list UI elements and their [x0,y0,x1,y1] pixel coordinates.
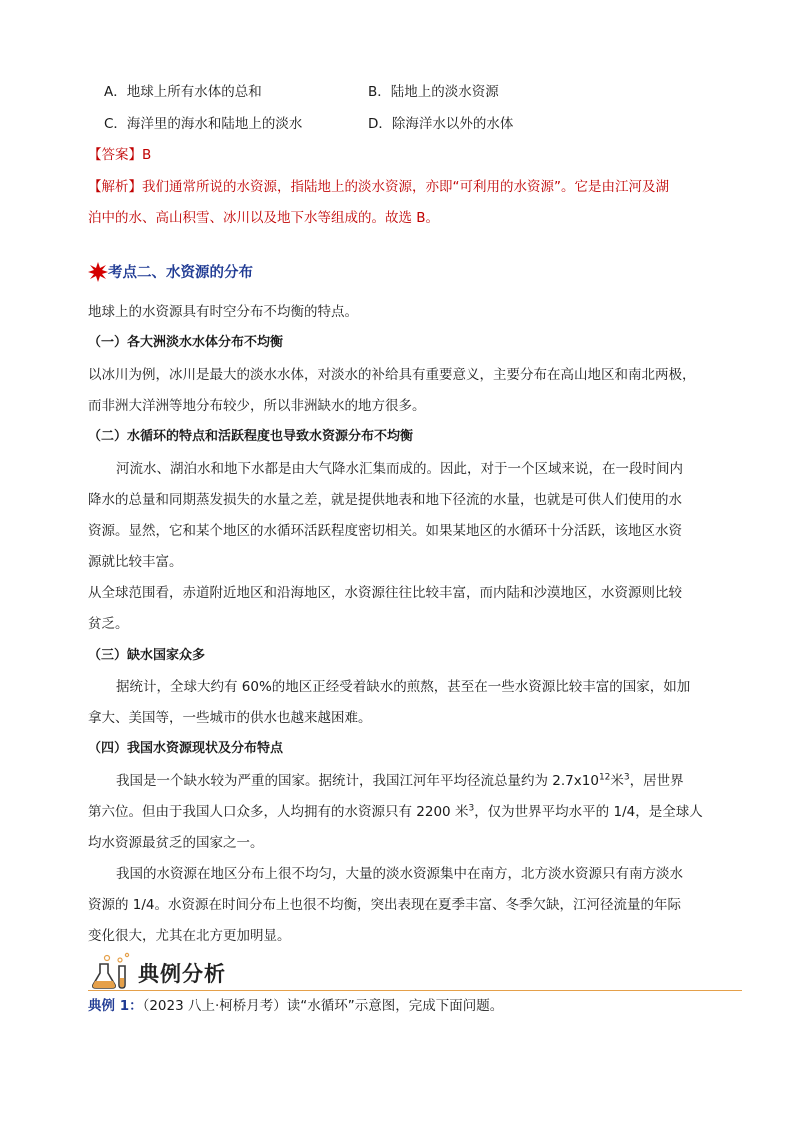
option-a: A．地球上所有水体的总和 [104,84,262,100]
lab-flask-icon [90,952,132,990]
section-title: 考点二、水资源的分布 [108,265,253,281]
answer-label: 【答案】 [88,147,142,163]
sub2-line-1: 河流水、湖泊水和地下水都是由大气降水汇集而成的。因此，对于一个区域来说，在一段时间内 [116,461,683,477]
sub2-line-6: 贫乏。 [88,616,129,632]
option-b: B．陆地上的淡水资源 [368,84,499,100]
sub1-title: （一）各大洲淡水水体分布不均衡 [88,335,284,350]
answer-value: B [142,147,152,163]
sub4-p1-line-3: 均水资源最贫乏的国家之一。 [88,835,264,851]
analysis-line-2: 泊中的水、高山积雪、冰川以及地下水等组成的。故选 B。 [88,210,440,226]
sub4-p1-line-1: 我国是一个缺水较为严重的国家。据统计，我国江河年平均径流总量约为 $2.7x10^{12}$米$^3$，居世界 [116,772,684,789]
sub1-line-2: 而非洲大洋洲等地分布较少，所以非洲缺水的地方很多。 [88,398,426,414]
red-star-icon [88,262,108,282]
example-1-label: 典例 1： [88,998,143,1014]
sub4-title: （四）我国水资源现状及分布特点 [88,741,284,756]
sub4-p2-line-1: 我国的水资源在地区分布上很不均匀，大量的淡水资源集中在南方，北方淡水资源只有南方淡水 [116,866,683,882]
option-c: C．海洋里的海水和陆地上的淡水 [104,116,303,132]
sub4-p1-line-2: 第六位。但由于我国人口众多，人均拥有的水资源只有 2200 米$^3$，仅为世界平均水平的 1/4，是全球人 [88,803,703,820]
analysis-label: 【解析】 [88,179,142,195]
example-section-title: 典例分析 [138,962,226,986]
sub4-p2-line-2: 资源的 1/4。水资源在时间分布上也很不均衡，突出表现在夏季丰富、冬季欠缺，江河径流量的年际 [88,897,682,913]
example-1-line [88,996,503,1016]
sub2-line-3: 资源。显然，它和某个地区的水循环活跃程度密切相关。如果某地区的水循环十分活跃，该地区水资 [88,523,682,539]
sub2-line-4: 源就比较丰富。 [88,554,183,570]
sub2-line-5: 从全球范围看，赤道附近地区和沿海地区，水资源往往比较丰富，而内陆和沙漠地区，水资源则比较 [88,585,682,601]
example-1-text: （2023 八上·柯桥月考）读“水循环”示意图，完成下面问题。 [142,998,504,1014]
sub3-line-2: 拿大、美国等，一些城市的供水也越来越困难。 [88,710,372,726]
sub4-p2-line-3: 变化很大，尤其在北方更加明显。 [88,928,291,944]
section-intro: 地球上的水资源具有时空分布不均衡的特点。 [88,304,358,320]
sub3-title: （三）缺水国家众多 [88,648,206,663]
sub3-line-1: 据统计，全球大约有 60%的地区正经受着缺水的煎熬，甚至在一些水资源比较丰富的国家，如加 [116,679,691,695]
sub1-line-1: 以冰川为例，冰川是最大的淡水水体，对淡水的补给具有重要意义，主要分布在高山地区和南北两极， [88,367,696,383]
option-d: D．除海洋水以外的水体 [368,116,514,132]
sub2-title: （二）水循环的特点和活跃程度也导致水资源分布不均衡 [88,429,414,444]
answer-line [88,145,151,165]
analysis-line-1: 【解析】我们通常所说的水资源，指陆地上的淡水资源，亦即“可利用的水资源”。它是由江河及湖 [88,179,669,195]
section-divider [88,990,742,991]
sub2-line-2: 降水的总量和同期蒸发损失的水量之差，就是提供地表和地下径流的水量，也就是可供人们使用的水 [88,492,682,508]
